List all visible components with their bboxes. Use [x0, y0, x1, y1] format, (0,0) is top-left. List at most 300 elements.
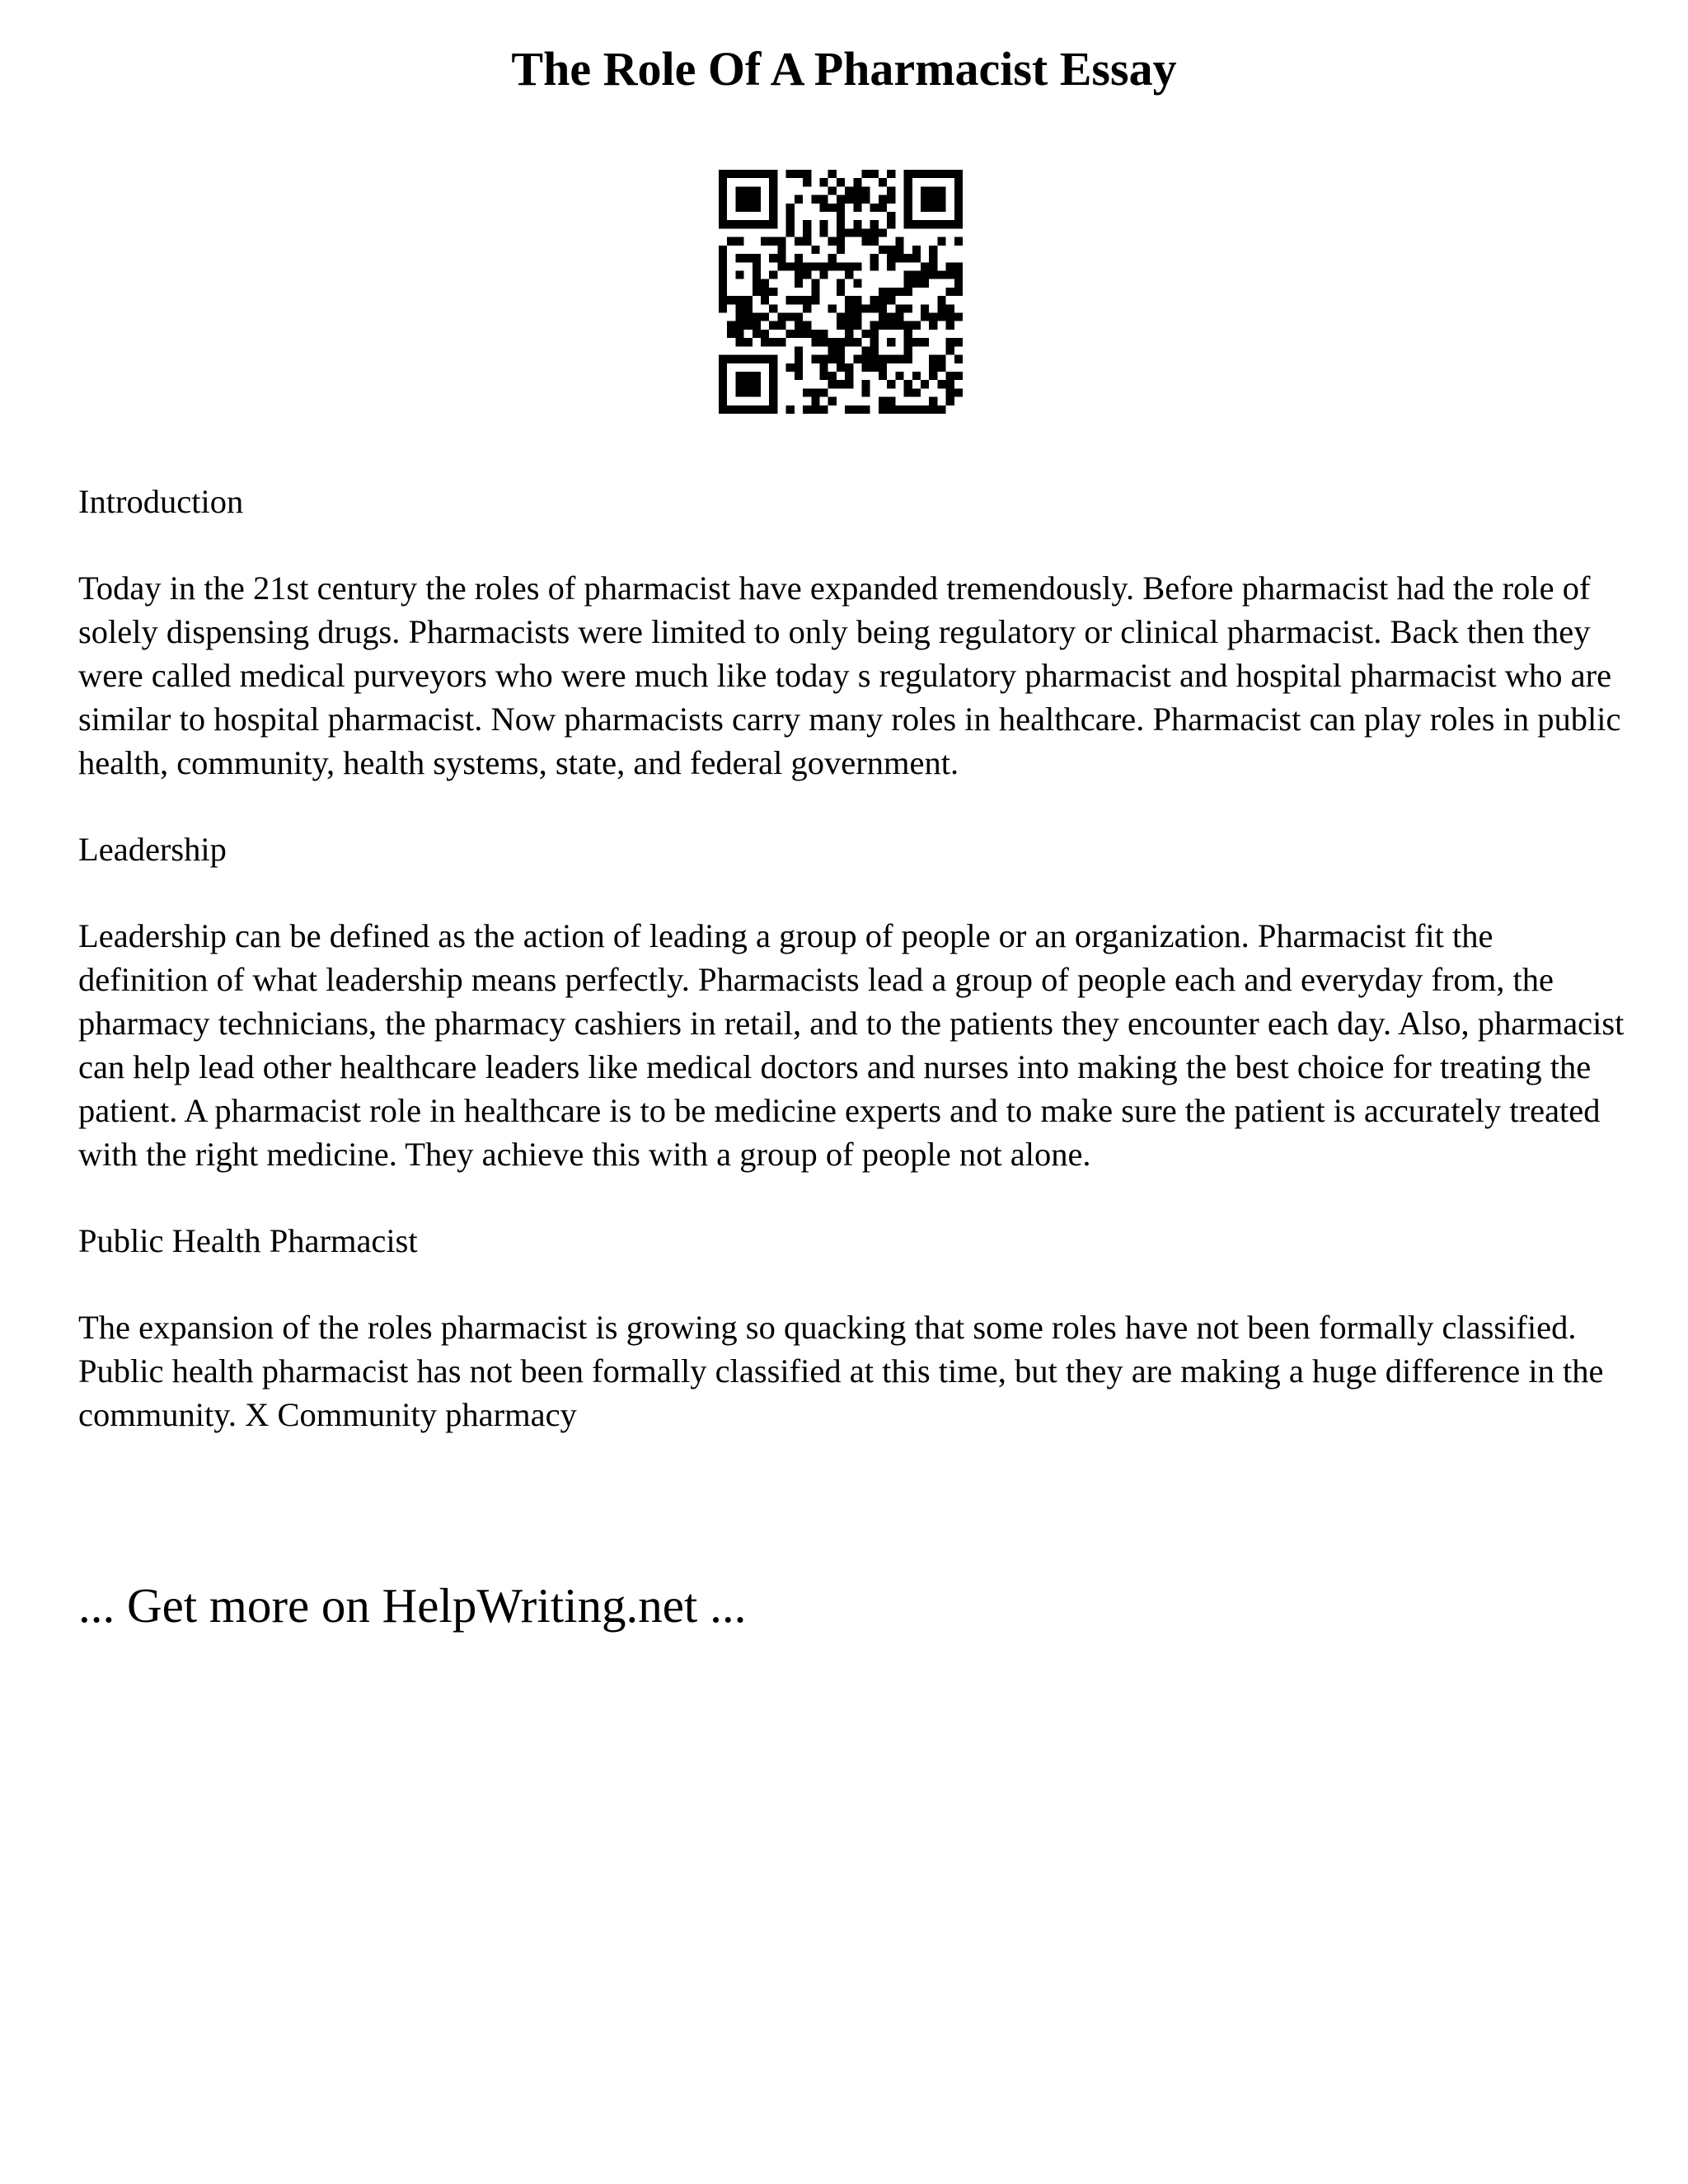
qr-module [795, 363, 803, 372]
qr-module [735, 405, 743, 414]
qr-module [761, 313, 769, 321]
qr-module [862, 228, 870, 237]
qr-module [845, 363, 853, 372]
qr-module [887, 212, 895, 220]
qr-module [735, 321, 743, 330]
qr-module [828, 397, 837, 405]
qr-module [862, 355, 870, 363]
qr-module [870, 254, 879, 262]
qr-module [769, 355, 777, 363]
qr-module [845, 330, 853, 338]
qr-module [811, 405, 819, 414]
qr-module [735, 304, 743, 312]
qr-module [819, 195, 828, 204]
qr-module [954, 313, 963, 321]
qr-module [803, 330, 811, 338]
qr-module [769, 170, 777, 178]
qr-module [862, 304, 870, 312]
qr-module [828, 304, 837, 312]
qr-module [879, 195, 887, 204]
qr-module [811, 288, 819, 296]
qr-module [819, 262, 828, 270]
qr-module [727, 321, 735, 330]
qr-module [719, 380, 727, 388]
qr-module [769, 178, 777, 186]
qr-module [937, 405, 945, 414]
qr-module [744, 220, 753, 228]
qr-module [879, 178, 887, 186]
qr-module [954, 270, 963, 279]
qr-module [786, 228, 795, 237]
qr-module [845, 338, 853, 346]
qr-module [719, 262, 727, 270]
qr-module [921, 170, 929, 178]
qr-module [879, 228, 887, 237]
qr-module [946, 397, 954, 405]
qr-module [837, 313, 845, 321]
qr-module [735, 220, 743, 228]
qr-module [828, 346, 837, 354]
qr-module [946, 220, 954, 228]
qr-module [887, 355, 895, 363]
qr-module [895, 246, 903, 254]
qr-module [946, 346, 954, 354]
qr-module [895, 313, 903, 321]
qr-module [786, 262, 795, 270]
qr-module [845, 372, 853, 380]
qr-module [803, 304, 811, 312]
qr-module [744, 405, 753, 414]
qr-module [837, 195, 845, 204]
qr-module [837, 246, 845, 254]
qr-module [719, 212, 727, 220]
qr-module [769, 397, 777, 405]
qr-module [819, 178, 828, 186]
qr-module [904, 304, 912, 312]
qr-module [921, 304, 929, 312]
qr-module [887, 288, 895, 296]
qr-module [904, 204, 912, 212]
qr-module [786, 405, 795, 414]
qr-module [912, 405, 921, 414]
qr-module [769, 338, 777, 346]
qr-module [904, 220, 912, 228]
qr-module [929, 204, 937, 212]
qr-module [786, 313, 795, 321]
qr-module [954, 355, 963, 363]
qr-module [795, 270, 803, 279]
qr-module [904, 170, 912, 178]
qr-module [753, 262, 761, 270]
qr-module [744, 313, 753, 321]
qr-module [904, 212, 912, 220]
qr-module [761, 170, 769, 178]
qr-module [929, 170, 937, 178]
qr-module [954, 186, 963, 194]
qr-module [819, 372, 828, 380]
qr-module [862, 363, 870, 372]
qr-module [819, 355, 828, 363]
qr-module [845, 304, 853, 312]
qr-module [719, 246, 727, 254]
qr-module [879, 204, 887, 212]
qr-module [887, 186, 895, 194]
qr-module [761, 355, 769, 363]
qr-module [719, 220, 727, 228]
qr-module [853, 338, 861, 346]
qr-module [853, 186, 861, 194]
qr-module [904, 338, 912, 346]
qr-module [761, 405, 769, 414]
qr-module [946, 313, 954, 321]
qr-module [937, 296, 945, 304]
qr-module [946, 388, 954, 396]
qr-module [744, 296, 753, 304]
qr-module [837, 279, 845, 288]
qr-module [887, 296, 895, 304]
qr-module [937, 355, 945, 363]
qr-module [803, 321, 811, 330]
qr-module [811, 388, 819, 396]
qr-module [929, 363, 937, 372]
qr-module [727, 330, 735, 338]
qr-module [853, 355, 861, 363]
qr-module [853, 304, 861, 312]
qr-module [735, 338, 743, 346]
qr-module [904, 388, 912, 396]
qr-module [819, 270, 828, 279]
qr-module [786, 220, 795, 228]
qr-module [735, 388, 743, 396]
qr-module [786, 204, 795, 212]
qr-module [879, 288, 887, 296]
qr-module [803, 220, 811, 228]
qr-module [946, 304, 954, 312]
qr-module [954, 212, 963, 220]
qr-module [862, 388, 870, 396]
qr-module [921, 262, 929, 270]
qr-module [895, 288, 903, 296]
qr-module [937, 304, 945, 312]
qr-module [727, 220, 735, 228]
qr-module [753, 170, 761, 178]
qr-module [795, 279, 803, 288]
qr-module [904, 330, 912, 338]
qr-module [845, 195, 853, 204]
qr-module [753, 288, 761, 296]
qr-module [937, 195, 945, 204]
qr-module [837, 321, 845, 330]
qr-module [937, 270, 945, 279]
qr-module [803, 178, 811, 186]
qr-module [929, 254, 937, 262]
qr-module [744, 195, 753, 204]
qr-module [719, 372, 727, 380]
qr-module [887, 195, 895, 204]
qr-module [769, 372, 777, 380]
qr-module [777, 338, 785, 346]
qr-module [777, 313, 785, 321]
essay-content [78, 480, 1628, 1479]
qr-module [862, 380, 870, 388]
qr-module [937, 363, 945, 372]
qr-module [870, 220, 879, 228]
qr-module [946, 262, 954, 270]
qr-module [904, 355, 912, 363]
qr-module [879, 397, 887, 405]
qr-module [954, 170, 963, 178]
qr-module [929, 397, 937, 405]
qr-module [769, 195, 777, 204]
qr-module [946, 338, 954, 346]
qr-module [837, 178, 845, 186]
qr-module [803, 388, 811, 396]
qr-module [735, 270, 743, 279]
qr-module [795, 313, 803, 321]
qr-module [912, 279, 921, 288]
qr-module [904, 270, 912, 279]
qr-module [719, 363, 727, 372]
qr-module [735, 204, 743, 212]
qr-module [862, 195, 870, 204]
qr-module [912, 170, 921, 178]
qr-module [735, 355, 743, 363]
qr-module [761, 330, 769, 338]
qr-module [912, 321, 921, 330]
qr-module [819, 330, 828, 338]
qr-module [719, 195, 727, 204]
qr-module [727, 296, 735, 304]
qr-module [837, 212, 845, 220]
qr-module [753, 186, 761, 194]
qr-module [769, 237, 777, 246]
qr-module [853, 195, 861, 204]
qr-module [795, 254, 803, 262]
qr-module [870, 363, 879, 372]
qr-module [870, 237, 879, 246]
qr-module [744, 186, 753, 194]
qr-module [879, 246, 887, 254]
qr-code [719, 170, 963, 414]
qr-module [912, 388, 921, 396]
qr-module [811, 195, 819, 204]
qr-module [803, 237, 811, 246]
qr-module [887, 338, 895, 346]
qr-module [946, 372, 954, 380]
qr-module [727, 170, 735, 178]
qr-module [753, 380, 761, 388]
qr-module [735, 313, 743, 321]
qr-module [929, 262, 937, 270]
qr-module [954, 372, 963, 380]
qr-module [735, 195, 743, 204]
qr-module [845, 405, 853, 414]
qr-module [803, 228, 811, 237]
qr-module [853, 262, 861, 270]
qr-module [735, 330, 743, 338]
qr-module [954, 204, 963, 212]
qr-module [895, 304, 903, 312]
qr-module [904, 186, 912, 194]
qr-module [786, 330, 795, 338]
qr-module [828, 204, 837, 212]
qr-module [845, 270, 853, 279]
qr-module [837, 220, 845, 228]
section-body-leadership: Leadership can be defined as the action of leading a group of people or an organization. Pharmacist fit the definition of what leadership means perfectly. Pharmacists lead a group of people each and everyday from, the pharmacy technicians, the pharmacy cashiers in retail, and to the patients they encounter each day. Also, pharmacist can help lead other healthcare leaders like medical doctors and nurses into making the best choice for treating the patient. A pharmacist role in healthcare is to be medicine experts and to make sure the patient is accurately treated with the right medicine. They achieve this with a group of people not alone. [78, 917, 1625, 1173]
qr-module [837, 228, 845, 237]
qr-module [921, 186, 929, 194]
qr-module [862, 346, 870, 354]
qr-module [744, 254, 753, 262]
qr-module [904, 380, 912, 388]
qr-module [879, 372, 887, 380]
qr-module [786, 296, 795, 304]
qr-module [946, 270, 954, 279]
qr-module [929, 372, 937, 380]
qr-module [719, 270, 727, 279]
qr-module [811, 296, 819, 304]
qr-module [735, 254, 743, 262]
qr-module [769, 405, 777, 414]
qr-module [753, 388, 761, 396]
qr-module [845, 228, 853, 237]
qr-module [870, 346, 879, 354]
qr-module [879, 304, 887, 312]
qr-module [819, 204, 828, 212]
qr-module [769, 388, 777, 396]
qr-module [803, 405, 811, 414]
qr-module [819, 388, 828, 396]
qr-module [853, 405, 861, 414]
qr-module [719, 204, 727, 212]
qr-module [937, 186, 945, 194]
qr-code-graphic [719, 170, 963, 414]
qr-module [744, 388, 753, 396]
qr-module [921, 338, 929, 346]
qr-module [946, 380, 954, 388]
qr-module [735, 170, 743, 178]
qr-module [853, 321, 861, 330]
qr-module [879, 296, 887, 304]
qr-module [954, 178, 963, 186]
qr-module [803, 262, 811, 270]
qr-module [727, 237, 735, 246]
qr-module [744, 321, 753, 330]
qr-module [719, 355, 727, 363]
qr-module [735, 380, 743, 388]
qr-module [828, 237, 837, 246]
qr-module [837, 380, 845, 388]
qr-module [912, 338, 921, 346]
qr-module [719, 178, 727, 186]
section-heading-leadership: Leadership [78, 831, 227, 868]
qr-module [761, 296, 769, 304]
qr-module [811, 262, 819, 270]
qr-module [929, 321, 937, 330]
qr-module [845, 380, 853, 388]
qr-module [828, 186, 837, 194]
qr-module [870, 262, 879, 270]
qr-module [777, 262, 785, 270]
qr-module [937, 170, 945, 178]
qr-module [769, 288, 777, 296]
qr-module [744, 338, 753, 346]
qr-module [929, 246, 937, 254]
qr-module [912, 270, 921, 279]
qr-module [895, 405, 903, 414]
qr-module [811, 355, 819, 363]
qr-module [954, 195, 963, 204]
qr-module [895, 355, 903, 363]
qr-module [904, 279, 912, 288]
qr-module [862, 170, 870, 178]
qr-module [828, 372, 837, 380]
qr-module [862, 330, 870, 338]
section-heading-introduction: Introduction [78, 483, 244, 520]
qr-module [937, 220, 945, 228]
qr-module [811, 338, 819, 346]
qr-module [803, 270, 811, 279]
qr-module [887, 397, 895, 405]
qr-module [795, 262, 803, 270]
qr-module [937, 380, 945, 388]
qr-module [895, 254, 903, 262]
qr-module [862, 186, 870, 194]
qr-module [719, 170, 727, 178]
qr-module [819, 228, 828, 237]
qr-module [895, 237, 903, 246]
qr-module [921, 195, 929, 204]
qr-module [946, 321, 954, 330]
qr-module [862, 405, 870, 414]
qr-module [803, 170, 811, 178]
qr-module [803, 296, 811, 304]
qr-module [887, 262, 895, 270]
qr-module [853, 228, 861, 237]
qr-module [904, 405, 912, 414]
qr-module [887, 321, 895, 330]
qr-module [887, 380, 895, 388]
qr-module [753, 270, 761, 279]
qr-module [811, 246, 819, 254]
qr-module [753, 204, 761, 212]
get-more-link[interactable]: ... Get more on HelpWriting.net ... [78, 1578, 747, 1633]
qr-module [837, 363, 845, 372]
qr-module [828, 170, 837, 178]
qr-module [777, 321, 785, 330]
qr-module [769, 304, 777, 312]
qr-module [761, 237, 769, 246]
qr-module [777, 254, 785, 262]
qr-module [954, 237, 963, 246]
qr-module [870, 338, 879, 346]
qr-module [735, 296, 743, 304]
qr-module [819, 220, 828, 228]
qr-module [870, 304, 879, 312]
qr-module [786, 212, 795, 220]
qr-module [870, 321, 879, 330]
qr-module [912, 372, 921, 380]
qr-module [929, 186, 937, 194]
qr-module [761, 279, 769, 288]
qr-module [887, 220, 895, 228]
qr-module [735, 237, 743, 246]
qr-module [929, 313, 937, 321]
qr-module [845, 296, 853, 304]
qr-module [904, 321, 912, 330]
qr-module [753, 254, 761, 262]
qr-module [879, 405, 887, 414]
